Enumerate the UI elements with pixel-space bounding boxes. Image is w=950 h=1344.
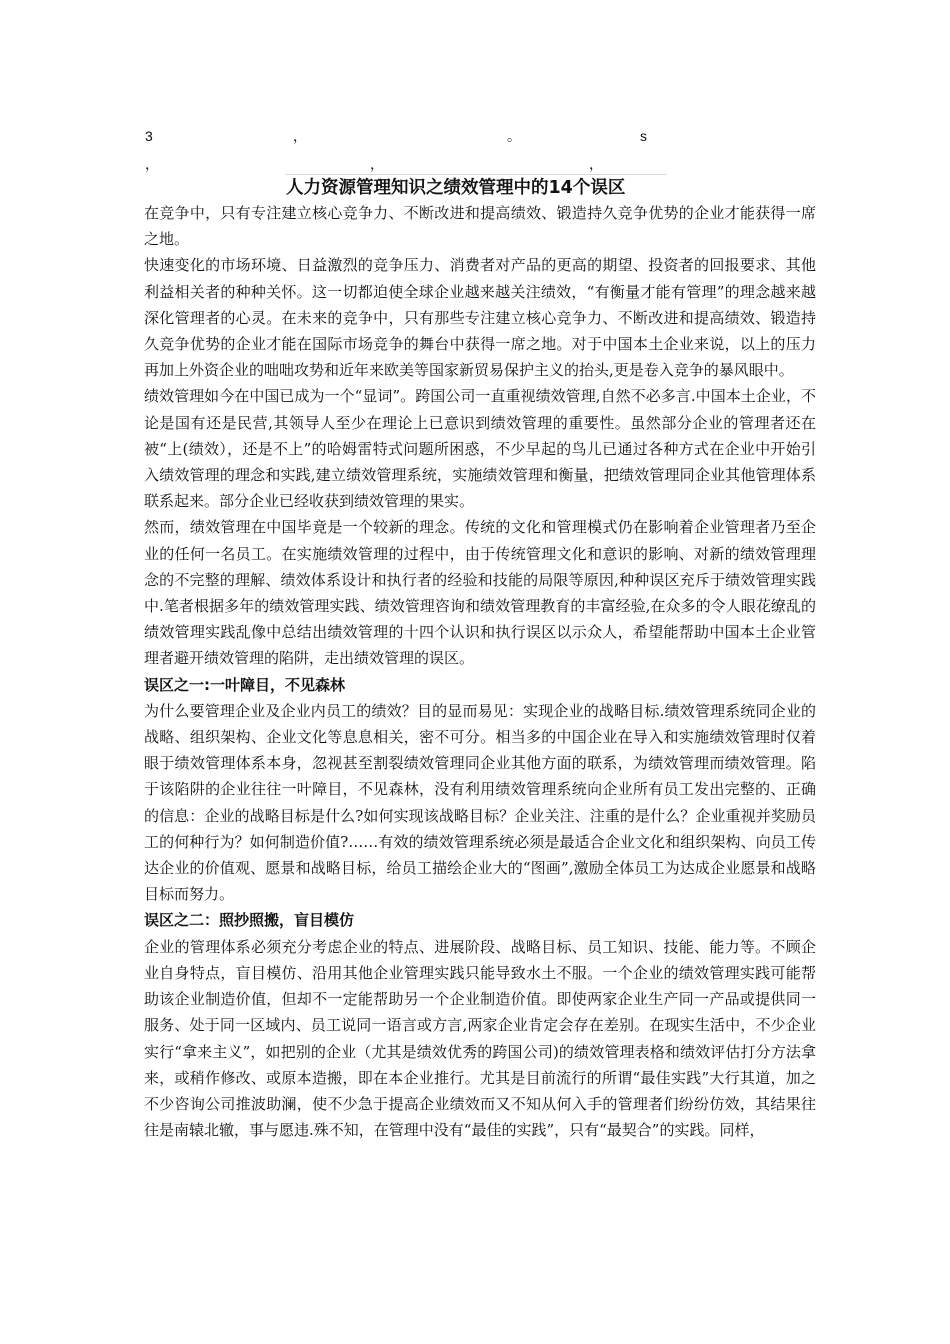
section-heading: 误区之一:一叶障目，不见森林 xyxy=(144,675,345,694)
header-mark-comma: ， xyxy=(145,156,159,172)
header-mark-letter: s xyxy=(640,128,647,144)
document-body xyxy=(144,200,816,1143)
body-paragraph: 企业的管理体系必须充分考虑企业的特点、进展阶段、战略目标、员工知识、技能、能力等。不顾企业自身特点，盲目模仿、沿用其他企业管理实践只能导致水土不服。一个企业的绩效管理实践可能帮助该企业制造价值，但却不一定能帮助另一个企业制造价值。即使两家企业生产同一产品或提供同一服务、处于同一区域内、员工说同一语言或方言,两家企业肯定会存在差别。在现实生活中，不少企业实行“拿来主义”，如把别的企业（尤其是绩效优秀的跨国公司)的绩效管理表格和绩效评估打分方法拿来，或稍作修改、或原本造搬，即在本企业推行。尤其是目前流行的所谓“最佳实践”大行其道，加之不少咨询公司推波助澜，使不少急于提高企业绩效而又不知从何入手的管理者们纷纷仿效，其结果往往是南辕北辙，事与愿违.殊不知，在管理中没有“最佳的实践”，只有“最契合”的实践。同样， xyxy=(144,937,816,1140)
header-mark-period: 。 xyxy=(507,128,521,144)
body-paragraph: 为什么要管理企业及企业内员工的绩效？目的显而易见：实现企业的战略目标.绩效管理系统同企业的战略、组织架构、企业文化等息息相关，密不可分。相当多的中国企业在导入和实施绩效管理时仅着眼于绩效管理体系本身，忽视甚至割裂绩效管理同企业其他方面的联系，为绩效管理而绩效管理。陷于该陷阱的企业往往一叶障目，不见森林，没有利用绩效管理系统向企业所有员工发出完整的、正确的信息：企业的战略目标是什么?如何实现该战略目标？企业关注、注重的是什么？企业重视并奖励员工的何种行为？如何制造价值?……有效的绩效管理系统必须是最适合企业文化和组织架构、向员工传达企业的价值观、愿景和战略目标，给员工描绘企业大的“图画”,激励全体员工为达成企业愿景和战略目标而努力。 xyxy=(144,701,816,904)
body-paragraph: 快速变化的市场环境、日益激烈的竞争压力、消费者对产品的更高的期望、投资者的回报要求、其他利益相关者的种种关怀。这一切都迫使全球企业越来越关注绩效，“有衡量才能有管理”的理念越来越深化管理者的心灵。在未来的竞争中，只有那些专注建立核心竞争力、不断改进和提高绩效、锻造持久竞争优势的企业才能在国际市场竞争的舞台中获得一席之地。对于中国本土企业来说，以上的压力再加上外资企业的咄咄攻势和近年来欧美等国家新贸易保护主义的抬头,更是卷入竞争的暴风眼中。 xyxy=(144,256,816,380)
body-paragraph: 然而，绩效管理在中国毕竟是一个较新的理念。传统的文化和管理模式仍在影响着企业管理者乃至企业的任何一名员工。在实施绩效管理的过程中，由于传统管理文化和意识的影响、对新的绩效管理理念的不完整的理解、绩效体系设计和执行者的经验和技能的局限等原因,种种误区充斥于绩效管理实践中.笔者根据多年的绩效管理实践、绩效管理咨询和绩效管理教育的丰富经验,在众多的令人眼花缭乱的绩效管理实践乱像中总结出绩效管理的十四个认识和执行误区以示众人，希望能帮助中国本土企业管理者避开绩效管理的陷阱，走出绩效管理的误区。 xyxy=(144,518,816,668)
header-mark-digit: 3 xyxy=(145,128,153,144)
section-heading: 误区之二：照抄照搬，盲目模仿 xyxy=(144,911,355,930)
header-mark-comma: ， xyxy=(370,156,384,172)
header-mark-comma: ， xyxy=(293,128,307,144)
document-title: 人力资源管理知识之绩效管理中的14个误区 xyxy=(286,174,666,201)
body-paragraph: 在竞争中，只有专注建立核心竞争力、不断改进和提高绩效、锻造持久竞争优势的企业才能获得一席之地。 xyxy=(144,204,816,249)
body-paragraph: 绩效管理如今在中国已成为一个“显词”。跨国公司一直重视绩效管理,自然不必多言.中国本土企业，不论是国有还是民营,其领导人至少在理论上已意识到绩效管理的重要性。虽然部分企业的管理者还在被“上(绩效），还是不上”的哈姆雷特式问题所困惑，不少早起的鸟儿已通过各种方式在企业中开始引入绩效管理的理念和实践,建立绩效管理系统，实施绩效管理和衡量，把绩效管理同企业其他管理体系联系起来。部分企业已经收获到绩效管理的果实。 xyxy=(144,387,816,511)
header-mark-comma: ， xyxy=(589,156,603,172)
